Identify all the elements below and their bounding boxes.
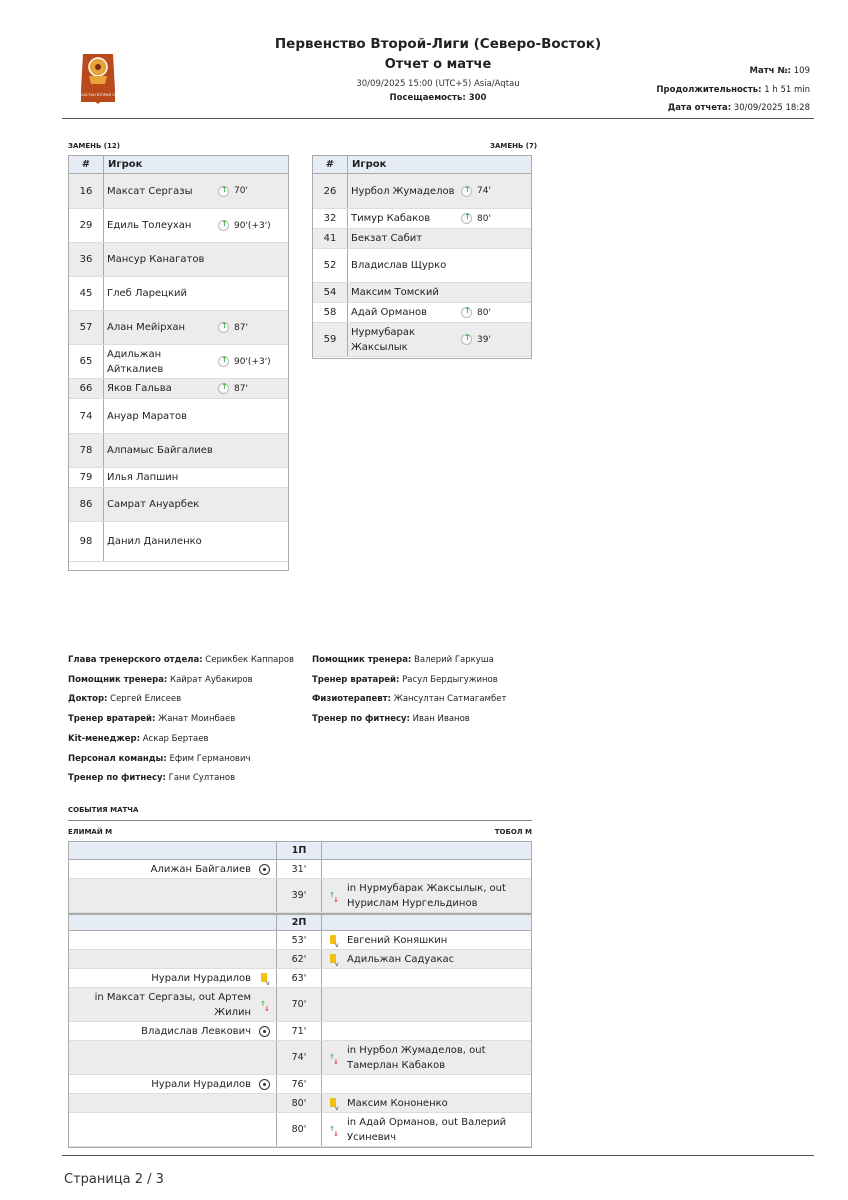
event-text: in Адай Орманов, out Валерий Усиневич bbox=[347, 1116, 507, 1143]
sub-minute bbox=[461, 209, 531, 228]
substitution-in-icon bbox=[218, 220, 229, 231]
player-name: Бекзат Сабит bbox=[351, 233, 423, 244]
sub-minute bbox=[218, 399, 288, 433]
staff-name: Серикбек Каппаров bbox=[202, 655, 294, 665]
staff-left bbox=[68, 651, 294, 789]
event-minute: 62' bbox=[276, 950, 322, 968]
event-row bbox=[69, 1113, 531, 1147]
sub-minute-text: 70' bbox=[234, 186, 248, 196]
player-number: 74 bbox=[69, 399, 104, 433]
event-minute: 71' bbox=[276, 1022, 322, 1040]
event-minute: 76' bbox=[276, 1075, 322, 1093]
staff-line bbox=[68, 690, 294, 710]
event-minute: 74' bbox=[276, 1041, 322, 1074]
period-left-cell bbox=[69, 915, 276, 930]
event-right-cell bbox=[322, 1075, 531, 1093]
event-left-cell bbox=[69, 1113, 276, 1146]
event-right-cell bbox=[322, 860, 531, 878]
staff-role: Физиотерапевт: bbox=[312, 694, 391, 705]
staff-name: Иван Иванов bbox=[409, 714, 470, 725]
sub-minute bbox=[218, 209, 288, 242]
staff-name: Ефим Германович bbox=[166, 753, 251, 764]
subs-left-body bbox=[69, 174, 288, 562]
substitution-icon bbox=[259, 999, 270, 1010]
player-number: 16 bbox=[69, 174, 104, 208]
staff-line bbox=[68, 750, 294, 770]
staff-role: Доктор: bbox=[68, 694, 108, 705]
table-row bbox=[313, 323, 531, 357]
event-text: in Нурмубарак Жаксылык, out Нурислам Нургельдинов bbox=[347, 882, 506, 909]
subs-right-table bbox=[312, 155, 532, 359]
period-right-cell bbox=[322, 915, 531, 930]
event-left-cell bbox=[69, 860, 276, 878]
staff-name: Сергей Елисеев bbox=[107, 694, 182, 705]
event-row bbox=[69, 950, 531, 969]
table-row bbox=[69, 468, 288, 488]
header-divider bbox=[62, 118, 814, 119]
competition-title: Первенство Второй-Лиги (Северо-Восток) bbox=[274, 36, 602, 52]
events-table bbox=[68, 841, 532, 1148]
player-name: Самрат Ануарбек bbox=[107, 499, 200, 510]
goal-icon bbox=[259, 864, 270, 875]
event-minute: 31' bbox=[276, 860, 322, 878]
event-text: in Нурбол Жумаделов, out Тамерлан Кабаков bbox=[347, 1044, 486, 1071]
table-row bbox=[313, 283, 531, 303]
period-label: 1П bbox=[276, 842, 322, 859]
team-left-name: ЕЛИМАЙ М bbox=[68, 828, 113, 836]
report-date: Дата отчета: 30/09/2025 18:28 bbox=[667, 103, 810, 113]
event-text: Адильжан Садуакас bbox=[347, 953, 455, 965]
event-right-cell bbox=[322, 879, 531, 912]
player-name: Данил Даниленко bbox=[107, 536, 202, 547]
table-row bbox=[69, 434, 288, 468]
player-name: Нурмубарак Жаксылык bbox=[351, 326, 416, 353]
staff-line bbox=[68, 651, 294, 671]
event-left-cell bbox=[69, 1041, 276, 1074]
events-title: СОБЫТИЯ МАТЧА bbox=[68, 806, 139, 814]
sub-minute bbox=[218, 488, 288, 521]
player-name: Ануар Маратов bbox=[107, 410, 188, 422]
staff-line bbox=[312, 651, 506, 671]
event-right-cell bbox=[322, 1094, 531, 1112]
table-row bbox=[69, 311, 288, 345]
staff-right bbox=[312, 651, 506, 730]
event-minute: 80' bbox=[276, 1113, 322, 1146]
period-right-cell bbox=[322, 842, 531, 859]
staff-line bbox=[68, 710, 294, 730]
table-row bbox=[69, 209, 288, 243]
goal-icon bbox=[259, 1079, 270, 1090]
substitution-in-icon bbox=[461, 307, 472, 318]
subs-right-label: ЗАМЕНЬ (7) bbox=[490, 142, 538, 150]
player-name: Глеб Ларецкий bbox=[107, 288, 187, 299]
staff-name: Гани Султанов bbox=[165, 773, 236, 784]
sub-minute-text: 87' bbox=[234, 383, 248, 394]
player-number: 52 bbox=[313, 249, 348, 282]
event-left-cell bbox=[69, 1075, 276, 1093]
player-number: 58 bbox=[313, 303, 348, 322]
substitution-in-icon bbox=[218, 383, 229, 394]
event-row bbox=[69, 1022, 531, 1041]
match-number: Матч №: 109 bbox=[749, 66, 810, 76]
event-minute: 39' bbox=[276, 879, 322, 912]
staff-role: Тренер по фитнесу: bbox=[68, 773, 166, 784]
staff-name: Кайрат Аубакиров bbox=[167, 674, 253, 685]
sub-minute bbox=[218, 345, 288, 378]
event-left-cell bbox=[69, 879, 276, 912]
sub-minute bbox=[218, 311, 288, 344]
staff-line bbox=[68, 769, 294, 789]
player-name: Максат Сергазы bbox=[107, 185, 193, 197]
event-right-cell bbox=[322, 1041, 531, 1074]
player-name: Адай Орманов bbox=[351, 307, 428, 318]
player-name: Адильжан Айткалиев bbox=[107, 348, 164, 375]
table-row bbox=[69, 488, 288, 522]
sub-minute bbox=[218, 468, 288, 487]
staff-role: Тренер по фитнесу: bbox=[312, 714, 410, 725]
event-row bbox=[69, 1041, 531, 1075]
event-minute: 53' bbox=[276, 931, 322, 949]
match-datetime: 30/09/2025 15:00 (UTC+5) Asia/Aqtau bbox=[356, 79, 520, 89]
substitution-icon bbox=[328, 1052, 339, 1063]
player-name: Владислав Щурко bbox=[351, 260, 447, 271]
staff-name: Жанат Моинбаев bbox=[155, 714, 236, 725]
event-left-cell bbox=[69, 950, 276, 968]
svg-text:КАЗАХСТАН ВТОРАЯ ЛИГА: КАЗАХСТАН ВТОРАЯ ЛИГА bbox=[75, 93, 121, 97]
subs-left-label: ЗАМЕНЬ (12) bbox=[68, 142, 120, 150]
league-logo bbox=[75, 50, 121, 106]
table-row bbox=[313, 303, 531, 323]
player-number: 86 bbox=[69, 488, 104, 521]
event-minute: 63' bbox=[276, 969, 322, 987]
player-number: 26 bbox=[313, 174, 348, 208]
subs-left-header: # Игрок bbox=[69, 156, 288, 174]
staff-name: Жансултан Сатмагамбет bbox=[390, 694, 507, 705]
staff-line bbox=[68, 671, 294, 691]
report-subtitle: Отчет о матче bbox=[384, 57, 492, 72]
event-row bbox=[69, 988, 531, 1022]
yellow-card-icon bbox=[328, 935, 339, 946]
period-left-cell bbox=[69, 842, 276, 859]
player-number: 65 bbox=[69, 345, 104, 378]
period-header bbox=[69, 913, 531, 931]
event-text: Максим Кононенко bbox=[347, 1097, 448, 1109]
event-right-cell bbox=[322, 1113, 531, 1146]
table-row bbox=[313, 174, 531, 209]
table-row bbox=[69, 522, 288, 562]
event-right-cell bbox=[322, 1022, 531, 1040]
player-name: Тимур Кабаков bbox=[351, 213, 431, 224]
event-text: Нурали Нурадилов bbox=[151, 1078, 251, 1090]
event-row bbox=[69, 969, 531, 988]
staff-line bbox=[312, 671, 506, 691]
staff-role: Тренер вратарей: bbox=[68, 714, 156, 725]
staff-role: Тренер вратарей: bbox=[312, 674, 400, 685]
player-name: Алпамыс Байгалиев bbox=[107, 445, 213, 456]
event-left-cell bbox=[69, 969, 276, 987]
player-number: 57 bbox=[69, 311, 104, 344]
sub-minute-text: 90'(+3') bbox=[234, 220, 271, 231]
report-header bbox=[238, 36, 638, 103]
sub-minute-text: 39' bbox=[477, 334, 491, 345]
sub-minute bbox=[218, 277, 288, 310]
event-text: Алижан Байгалиев bbox=[150, 863, 251, 875]
sub-minute-text: 80' bbox=[477, 213, 491, 224]
event-right-cell bbox=[322, 969, 531, 987]
sub-minute-text: 80' bbox=[477, 307, 491, 318]
event-right-cell bbox=[322, 988, 531, 1021]
sub-minute-text: 87' bbox=[234, 322, 248, 333]
substitution-icon bbox=[328, 1124, 339, 1135]
sub-minute-text: 74' bbox=[477, 186, 491, 196]
period-label: 2П bbox=[276, 915, 322, 930]
match-meta bbox=[656, 62, 810, 118]
event-left-cell bbox=[69, 1022, 276, 1040]
player-number: 79 bbox=[69, 468, 104, 487]
player-name: Алан Мейірхан bbox=[107, 322, 186, 333]
sub-minute bbox=[461, 174, 531, 208]
sub-minute bbox=[461, 283, 531, 302]
staff-role: Помощник тренера: bbox=[68, 674, 168, 685]
table-row bbox=[69, 379, 288, 399]
table-row bbox=[313, 229, 531, 249]
table-row bbox=[313, 209, 531, 229]
player-number: 45 bbox=[69, 277, 104, 310]
staff-role: Глава тренерского отдела: bbox=[68, 655, 203, 665]
team-right-name: ТОБОЛ М bbox=[494, 828, 532, 836]
yellow-card-icon bbox=[328, 954, 339, 965]
event-left-cell bbox=[69, 1094, 276, 1112]
table-row bbox=[69, 345, 288, 379]
footer-divider bbox=[62, 1155, 814, 1156]
player-number: 36 bbox=[69, 243, 104, 276]
subs-right-header: # Игрок bbox=[313, 156, 531, 174]
player-number: 98 bbox=[69, 522, 104, 561]
staff-name: Расул Бердыгужинов bbox=[399, 674, 498, 685]
match-duration: Продолжительность: 1 h 51 min bbox=[656, 84, 810, 95]
table-row bbox=[69, 174, 288, 209]
substitution-icon bbox=[328, 890, 339, 901]
table-row bbox=[69, 243, 288, 277]
event-minute: 80' bbox=[276, 1094, 322, 1112]
event-text: Владислав Левкович bbox=[141, 1025, 251, 1037]
staff-line bbox=[312, 710, 506, 730]
player-number: 32 bbox=[313, 209, 348, 228]
event-row bbox=[69, 1094, 531, 1113]
event-text: Нурали Нурадилов bbox=[151, 972, 251, 984]
player-name: Едиль Толеухан bbox=[107, 220, 192, 231]
event-row bbox=[69, 879, 531, 913]
sub-minute bbox=[461, 249, 531, 282]
player-name: Яков Гальва bbox=[107, 383, 172, 394]
sub-minute bbox=[218, 379, 288, 398]
sub-minute bbox=[218, 243, 288, 276]
player-number: 78 bbox=[69, 434, 104, 467]
player-name: Нурбол Жумаделов bbox=[351, 185, 455, 197]
sub-minute-text: 90'(+3') bbox=[234, 356, 271, 367]
sub-minute bbox=[461, 229, 531, 248]
subs-left-table bbox=[68, 155, 289, 571]
substitution-in-icon bbox=[218, 186, 229, 197]
player-number: 29 bbox=[69, 209, 104, 242]
substitution-in-icon bbox=[461, 186, 472, 197]
table-row bbox=[313, 249, 531, 283]
period-header bbox=[69, 842, 531, 860]
table-row bbox=[69, 399, 288, 434]
player-number: 59 bbox=[313, 323, 348, 356]
sub-minute bbox=[461, 303, 531, 322]
event-left-cell bbox=[69, 988, 276, 1021]
sub-minute bbox=[218, 522, 288, 561]
player-number: 41 bbox=[313, 229, 348, 248]
attendance: Посещаемость: 300 bbox=[389, 93, 487, 103]
substitution-in-icon bbox=[461, 213, 472, 224]
goal-icon bbox=[259, 1026, 270, 1037]
player-name: Мансур Канагатов bbox=[107, 254, 205, 265]
event-text: Евгений Коняшкин bbox=[347, 934, 448, 946]
staff-line bbox=[312, 690, 506, 710]
player-name: Максим Томский bbox=[351, 287, 439, 298]
sub-minute bbox=[218, 434, 288, 467]
substitution-in-icon bbox=[218, 356, 229, 367]
staff-line bbox=[68, 730, 294, 750]
player-number: 66 bbox=[69, 379, 104, 398]
staff-name: Аскар Бертаев bbox=[140, 733, 209, 744]
page-number: Страница 2 / 3 bbox=[64, 1172, 164, 1187]
yellow-card-icon bbox=[259, 973, 270, 984]
substitution-in-icon bbox=[218, 322, 229, 333]
sub-minute bbox=[218, 174, 288, 208]
staff-role: Kit-менеджер: bbox=[68, 733, 141, 744]
staff-role: Помощник тренера: bbox=[312, 655, 412, 665]
events-divider bbox=[68, 820, 532, 821]
table-row bbox=[69, 277, 288, 311]
event-minute: 70' bbox=[276, 988, 322, 1021]
event-text: in Максат Сергазы, out Артем Жилин bbox=[94, 991, 251, 1018]
event-right-cell bbox=[322, 950, 531, 968]
event-left-cell bbox=[69, 931, 276, 949]
sub-minute bbox=[461, 323, 531, 356]
staff-name: Валерий Гаркуша bbox=[411, 655, 494, 665]
event-right-cell bbox=[322, 931, 531, 949]
player-name: Илья Лапшин bbox=[107, 472, 179, 483]
event-row bbox=[69, 931, 531, 950]
substitution-in-icon bbox=[461, 334, 472, 345]
staff-role: Персонал команды: bbox=[68, 753, 167, 764]
event-row bbox=[69, 860, 531, 879]
event-row bbox=[69, 1075, 531, 1094]
subs-right-body bbox=[313, 174, 531, 357]
player-number: 54 bbox=[313, 283, 348, 302]
yellow-card-icon bbox=[328, 1098, 339, 1109]
